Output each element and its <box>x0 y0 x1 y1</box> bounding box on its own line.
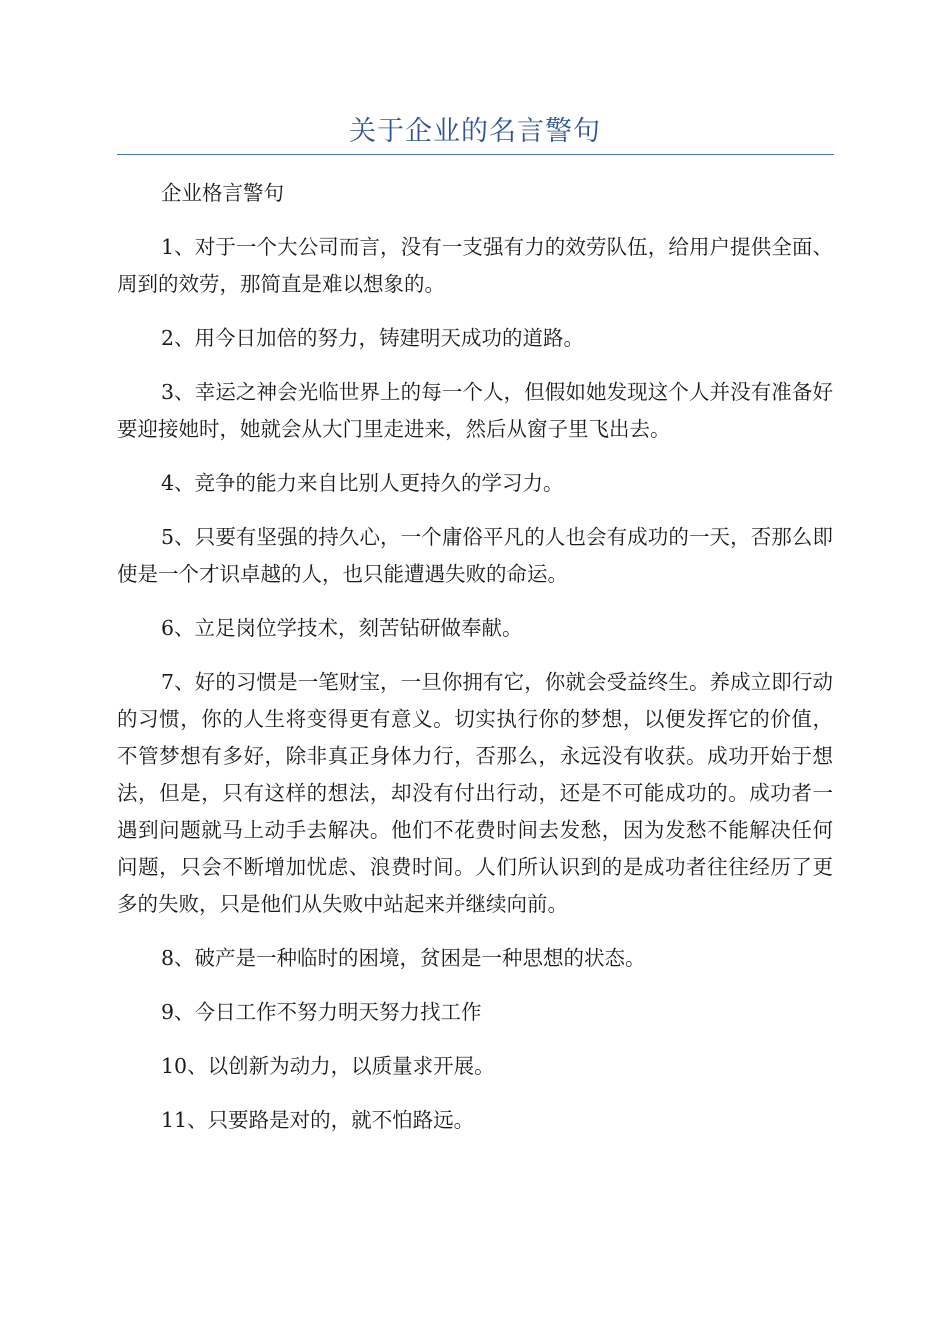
quote-paragraph: 2、用今日加倍的努力，铸建明天成功的道路。 <box>161 326 585 350</box>
title-underline <box>117 154 834 155</box>
quote-paragraph: 3、幸运之神会光临世界上的每一个人，但假如她发现这个人并没有准备好要迎接她时，她就会从大门里走进来，然后从窗子里飞出去。 <box>117 380 833 441</box>
section-heading: 企业格言警句 <box>161 181 284 205</box>
document-title: 关于企业的名言警句 <box>349 116 601 147</box>
quote-paragraph: 11、只要路是对的，就不怕路远。 <box>161 1108 475 1132</box>
document-body <box>117 175 833 1156</box>
quote-paragraph: 8、破产是一种临时的困境，贫困是一种思想的状态。 <box>161 946 646 970</box>
quote-paragraph: 6、立足岗位学技术，刻苦钻研做奉献。 <box>161 616 523 640</box>
quote-paragraph: 4、竞争的能力来自比别人更持久的学习力。 <box>161 471 564 495</box>
quote-paragraph: 7、好的习惯是一笔财宝，一旦你拥有它，你就会受益终生。养成立即行动的习惯，你的人生将变得更有意义。切实执行你的梦想，以便发挥它的价值，不管梦想有多好，除非真正身体力行，否那么，永远没有收获。成功开始于想法，但是，只有这样的想法，却没有付出行动，还是不可能成功的。成功者一遇到问题就马上动手去解决。他们不花费时间去发愁，因为发愁不能解决任何问题，只会不断增加忧虑、浪费时间。人们所认识到的是成功者往往经历了更多的失败，只是他们从失败中站起来并继续向前。 <box>117 670 833 916</box>
quote-paragraph: 5、只要有坚强的持久心，一个庸俗平凡的人也会有成功的一天，否那么即使是一个才识卓越的人，也只能遭遇失败的命运。 <box>117 525 833 586</box>
quote-paragraph: 9、今日工作不努力明天努力找工作 <box>161 1000 482 1024</box>
quote-paragraph: 1、对于一个大公司而言，没有一支强有力的效劳队伍，给用户提供全面、周到的效劳，那简直是难以想象的。 <box>117 235 833 296</box>
quote-paragraph: 10、以创新为动力，以质量求开展。 <box>161 1054 495 1078</box>
